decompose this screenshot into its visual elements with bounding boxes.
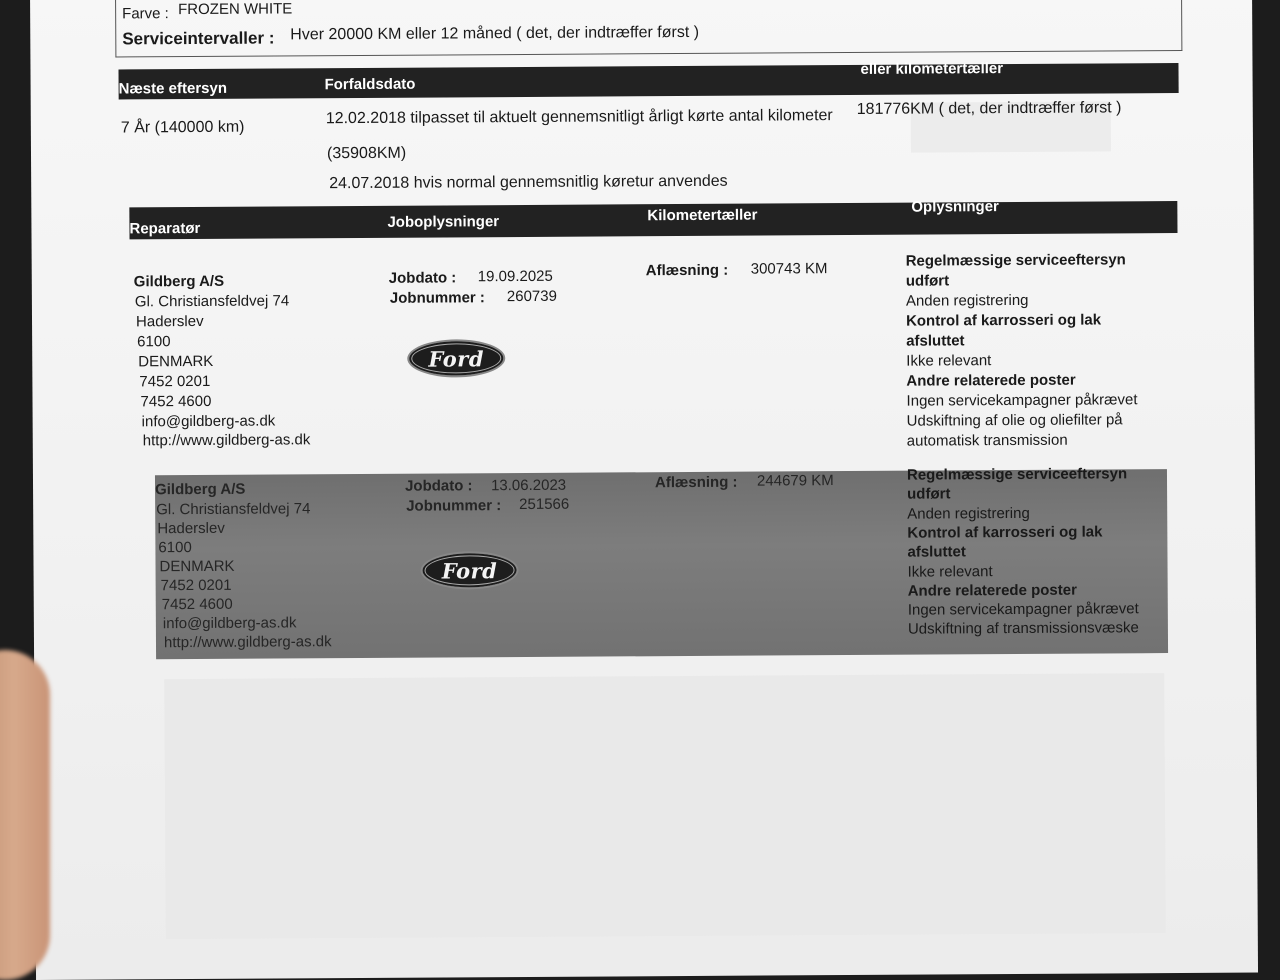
job-number-label: Jobnummer :: [406, 497, 502, 515]
next-service-interval: 7 År (140000 km): [120, 118, 245, 137]
service-note: Udskiftning af transmissionsvæske: [907, 619, 1139, 639]
history-header-bar: [129, 198, 1177, 239]
repairer-zip: 6100: [137, 333, 171, 351]
service-note: Udskiftning af olie og oliefilter på: [906, 411, 1123, 430]
job-date: 13.06.2023: [490, 476, 567, 495]
job-number: 251566: [519, 495, 570, 514]
repairer-email: info@gildberg-as.dk: [162, 614, 297, 633]
due-date-line-1: 12.02.2018 tilpasset til aktuelt gennemsnitligt årligt kørte antal kilometer: [325, 107, 833, 128]
service-notes: [906, 465, 1167, 639]
service-interval-label: Serviceintervaller :: [122, 28, 275, 49]
due-date-line-3: 24.07.2018 hvis normal gennemsnitlig køretur anvendes: [329, 172, 728, 193]
reading-label: Aflæsning :: [645, 261, 729, 280]
repairer-country: DENMARK: [159, 557, 235, 576]
service-note: Ingen servicekampagner påkrævet: [907, 600, 1139, 619]
service-note: Ingen servicekampagner påkrævet: [906, 391, 1138, 410]
repairer-email: info@gildberg-as.dk: [141, 412, 276, 431]
odometer-reading: 244679 KM: [756, 472, 834, 490]
odometer-history-header: Kilometertæller: [647, 206, 758, 225]
repairer-street: Gl. Christiansfeldvej 74: [156, 500, 311, 519]
next-service-header: Næste eftersyn: [118, 79, 228, 98]
job-number: 260739: [506, 287, 557, 306]
job-date: 19.09.2025: [477, 267, 553, 286]
service-note: udført: [907, 485, 951, 503]
repairer-website: http://www.gildberg-as.dk: [142, 431, 311, 450]
repairer-country: DENMARK: [138, 352, 214, 371]
service-note: Ikke relevant: [907, 562, 993, 581]
service-note: Andre relaterede poster: [907, 581, 1077, 600]
repairer-phone-1: 7452 0201: [139, 372, 211, 391]
ford-logo-icon: [420, 551, 518, 590]
service-document: [30, 0, 1258, 980]
ford-logo-icon: [407, 339, 505, 378]
odometer-header: eller kilometertæller: [860, 60, 1004, 78]
service-note: udført: [905, 272, 950, 290]
service-note: Regelmæssige serviceeftersyn: [905, 251, 1126, 270]
repairer-header: Reparatør: [129, 219, 201, 238]
repairer-website: http://www.gildberg-as.dk: [163, 633, 332, 652]
service-record-shaded: [155, 465, 1168, 659]
repairer-zip: 6100: [158, 539, 192, 557]
repairer-city: Haderslev: [135, 312, 204, 331]
service-note: Kontrol af karrosseri og lak: [905, 311, 1102, 330]
service-note: afsluttet: [907, 543, 966, 561]
repairer-phone-2: 7452 4600: [161, 595, 233, 614]
service-note: Regelmæssige serviceeftersyn: [906, 465, 1128, 484]
color-label: Farve :: [122, 5, 169, 23]
blank-area: [164, 673, 1166, 939]
odometer-reading: 300743 KM: [750, 260, 828, 278]
job-info-header: Joboplysninger: [387, 213, 500, 231]
thumb: [0, 650, 50, 980]
service-note: Kontrol af karrosseri og lak: [907, 523, 1103, 542]
repairer-name: Gildberg A/S: [155, 480, 246, 499]
ford-logo-text: Ford: [428, 345, 485, 372]
job-date-label: Jobdato :: [388, 269, 457, 287]
service-note: Andre relaterede poster: [906, 371, 1076, 390]
repairer-city: Haderslev: [157, 519, 225, 538]
color-value: FROZEN WHITE: [178, 0, 293, 19]
repairer-phone-2: 7452 4600: [140, 392, 212, 411]
service-notes: [905, 251, 1166, 450]
job-date-label: Jobdato :: [404, 477, 473, 495]
next-service-header-bar: [118, 60, 1178, 99]
due-date-line-2: (35908KM): [326, 144, 407, 163]
info-header: Oplysninger: [911, 198, 999, 216]
service-note: afsluttet: [906, 332, 965, 350]
ford-logo-text: Ford: [441, 557, 498, 583]
service-note: Anden registrering: [907, 504, 1030, 523]
repairer-phone-1: 7452 0201: [160, 576, 232, 595]
due-date-header: Forfaldsdato: [324, 75, 416, 94]
service-interval-value: Hver 20000 KM eller 12 måned ( det, der indtræffer først ): [290, 23, 700, 44]
reading-label: Aflæsning :: [654, 473, 738, 492]
next-service-odometer: 181776KM ( det, der indtræffer først ): [856, 99, 1122, 118]
repairer-street: Gl. Christiansfeldvej 74: [134, 292, 290, 311]
repairer-name: Gildberg A/S: [133, 272, 225, 291]
service-note: Anden registrering: [905, 291, 1029, 310]
service-note: Ikke relevant: [906, 352, 992, 370]
job-number-label: Jobnummer :: [389, 289, 485, 307]
service-note: automatisk transmission: [906, 431, 1068, 450]
